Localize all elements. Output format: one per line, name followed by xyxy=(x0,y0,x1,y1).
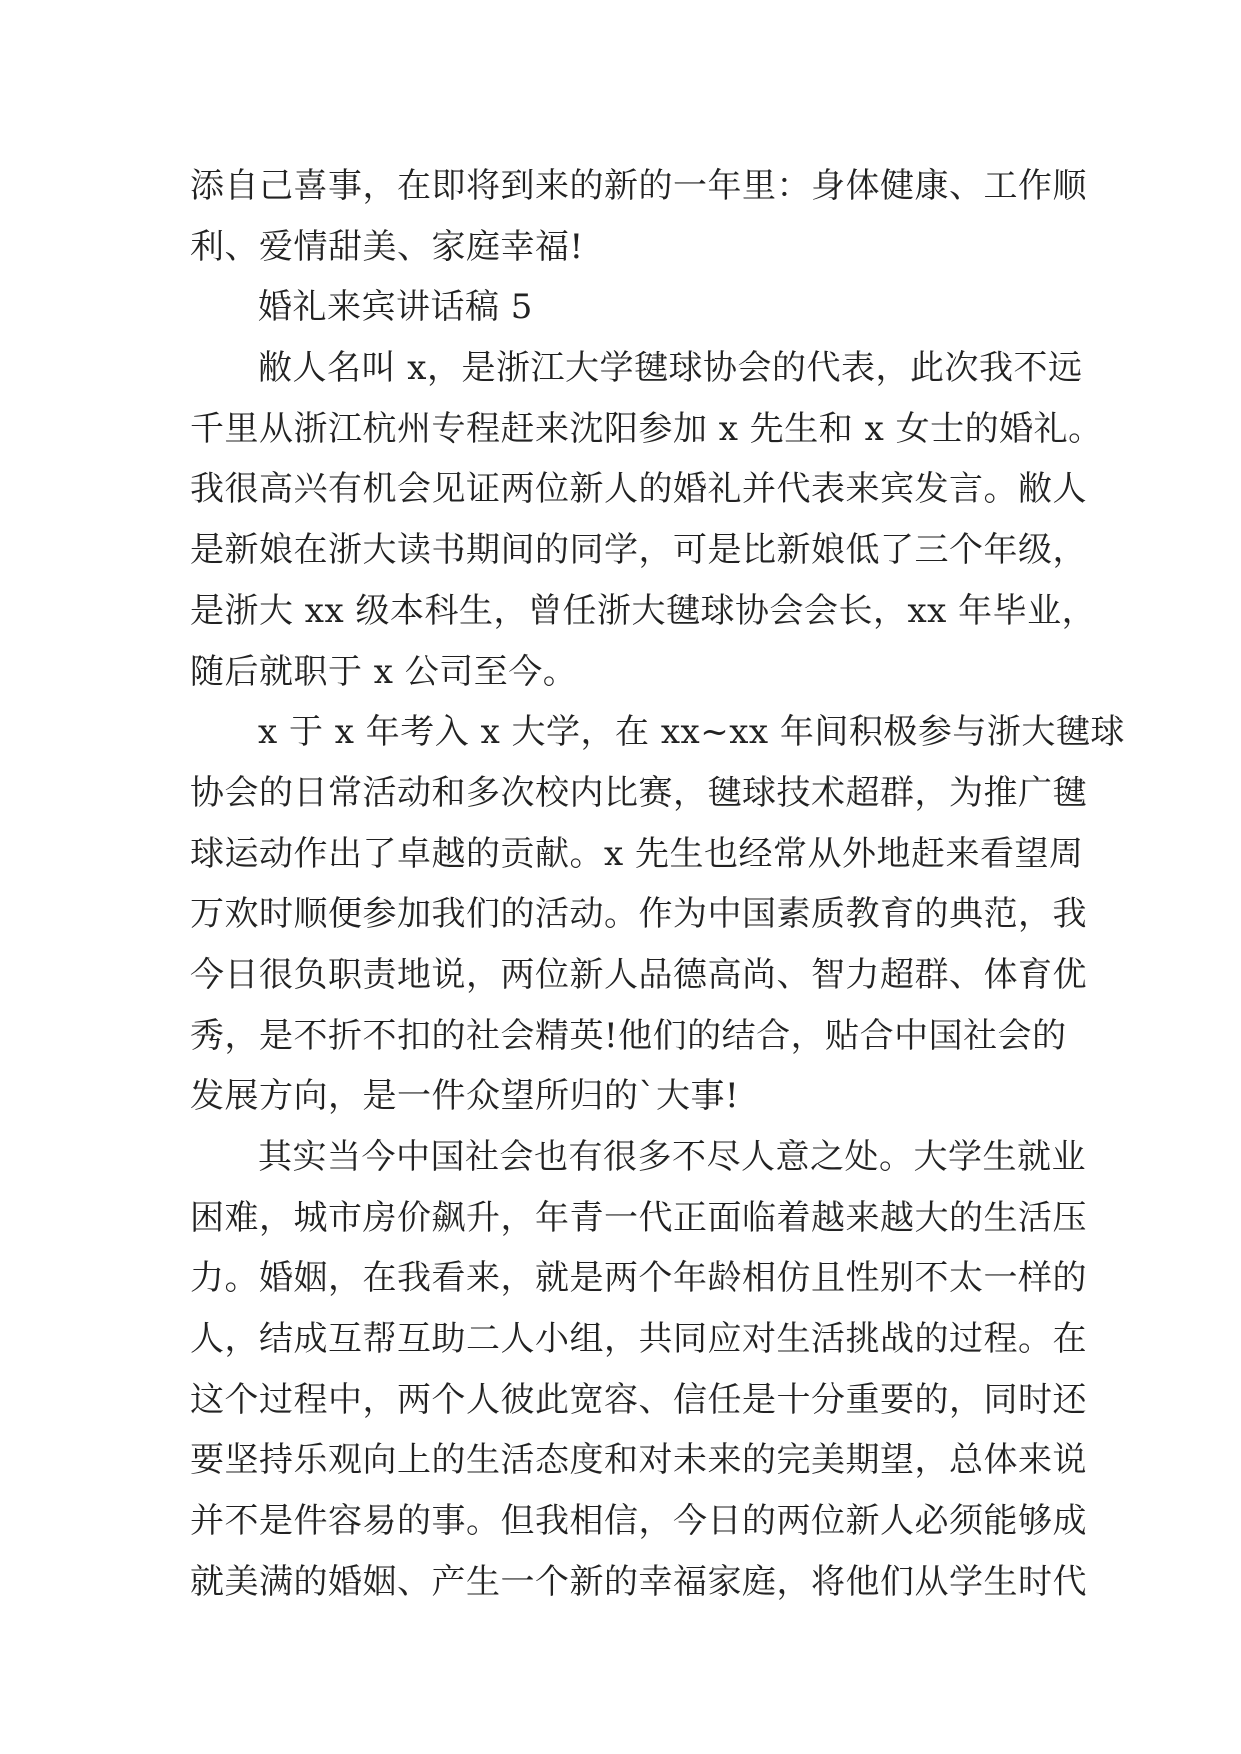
text-line: 协会的日常活动和多次校内比赛，毽球技术超群，为推广毽 xyxy=(190,772,1087,813)
text-line: 就美满的婚姻、产生一个新的幸福家庭，将他们从学生时代 xyxy=(190,1561,1087,1602)
text-line: 力。婚姻，在我看来，就是两个年龄相仿且性别不太一样的 xyxy=(190,1258,1087,1299)
text-line: 发展方向，是一件众望所归的`大事! xyxy=(190,1076,740,1117)
text-line: 我很高兴有机会见证两位新人的婚礼并代表来宾发言。敝人 xyxy=(190,469,1087,510)
text-line: 随后就职于 x 公司至今。 xyxy=(190,651,578,692)
text-line: 是新娘在浙大读书期间的同学，可是比新娘低了三个年级， xyxy=(190,530,1087,571)
text-line: 是浙大 xx 级本科生，曾任浙大毽球协会会长，xx 年毕业， xyxy=(190,590,1097,631)
text-line: 万欢时顺便参加我们的活动。作为中国素质教育的典范，我 xyxy=(190,894,1087,935)
text-line: 敝人名叫 x，是浙江大学毽球协会的代表，此次我不远 xyxy=(258,348,1083,389)
text-line: 今日很负职责地说，两位新人品德高尚、智力超群、体育优 xyxy=(190,954,1087,995)
text-line: 利、爱情甜美、家庭幸福! xyxy=(190,226,584,267)
text-line: 人，结成互帮互助二人小组，共同应对生活挑战的过程。在 xyxy=(190,1319,1087,1360)
text-line: 秀，是不折不扣的社会精英!他们的结合，贴合中国社会的 xyxy=(190,1015,1067,1056)
text-line: 这个过程中，两个人彼此宽容、信任是十分重要的，同时还 xyxy=(190,1379,1087,1420)
section-heading: 婚礼来宾讲话稿 5 xyxy=(258,287,533,328)
text-line: 并不是件容易的事。但我相信，今日的两位新人必须能够成 xyxy=(190,1501,1087,1542)
text-line: 要坚持乐观向上的生活态度和对未来的完美期望，总体来说 xyxy=(190,1440,1087,1481)
text-line: 困难，城市房价飙升，年青一代正面临着越来越大的生活压 xyxy=(190,1197,1087,1238)
document-body xyxy=(190,156,1125,1613)
text-line: 添自己喜事，在即将到来的新的一年里：身体健康、工作顺 xyxy=(190,166,1087,206)
text-line: x 于 x 年考入 x 大学，在 xx~xx 年间积极参与浙大毽球 xyxy=(258,712,1125,753)
text-line: 球运动作出了卓越的贡献。x 先生也经常从外地赶来看望周 xyxy=(190,833,1084,874)
text-line: 其实当今中国社会也有很多不尽人意之处。大学生就业 xyxy=(258,1137,1086,1177)
text-line: 千里从浙江杭州专程赶来沈阳参加 x 先生和 x 女士的婚礼。 xyxy=(190,408,1103,449)
